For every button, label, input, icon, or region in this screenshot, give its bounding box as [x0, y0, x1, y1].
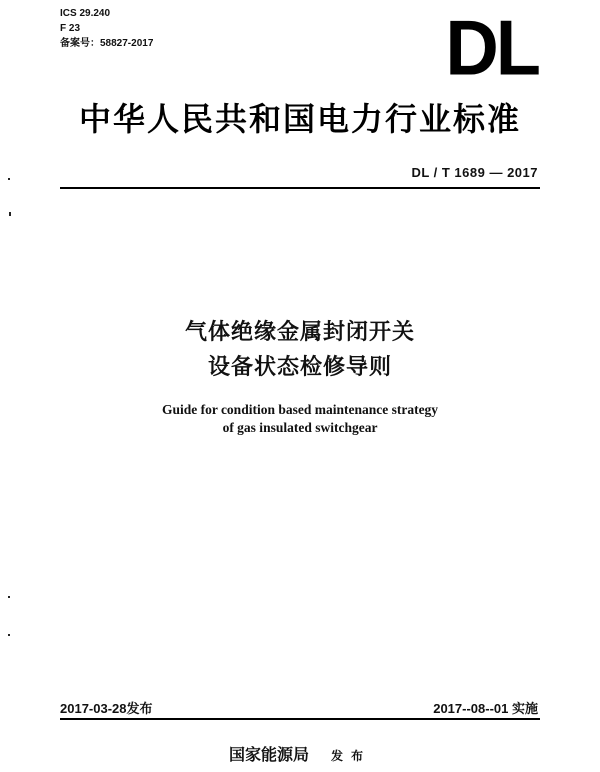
publisher-name: 国家能源局: [228, 745, 309, 764]
ics-code: ICS 29.240: [60, 8, 111, 19]
scan-speck: [8, 634, 10, 636]
document-title-cn-line1: 气体绝缘金属封闭开关: [184, 320, 415, 345]
document-title-cn-line2: 设备状态检修导则: [207, 355, 392, 380]
header-meta: [60, 6, 153, 51]
scan-speck: [8, 596, 10, 598]
classification-code: F 23: [60, 23, 81, 34]
publisher-verb: 发布: [331, 749, 372, 763]
dl-logo: DL: [445, 3, 538, 92]
bottom-divider: [60, 718, 540, 720]
standard-category-title: 中华人民共和国电力行业标准: [78, 100, 521, 138]
document-title-en-line1: Guide for condition based maintenance strategy: [161, 402, 439, 417]
standard-code: DL / T 1689 — 2017: [411, 165, 538, 180]
scan-speck: [9, 212, 11, 216]
implementation-date: 2017--08--01 实施: [433, 701, 538, 716]
scan-speck: [8, 178, 10, 180]
document-title-en-line2: of gas insulated switchgear: [222, 420, 378, 435]
record-number: 备案号：58827-2017: [60, 38, 154, 49]
publisher-line: [0, 742, 600, 765]
issue-date: 2017-03-28发布: [60, 701, 153, 716]
top-divider: [60, 187, 540, 189]
